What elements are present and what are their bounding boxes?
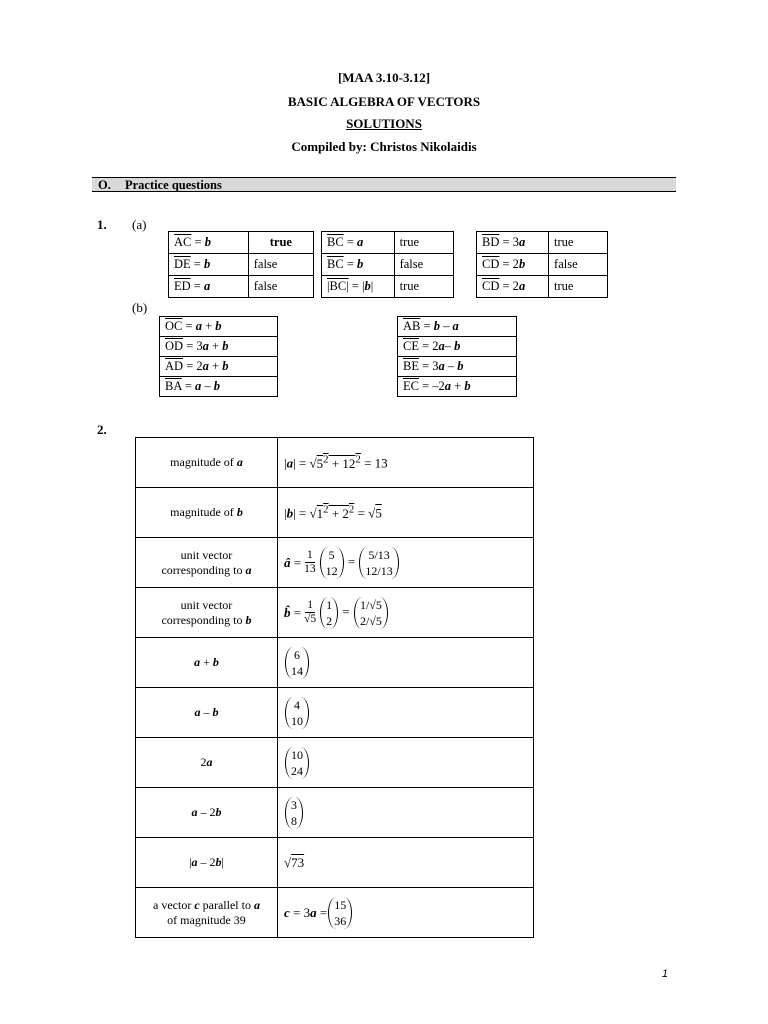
q1a-answer: true [549,276,608,298]
q1b-expression [398,357,517,377]
q1a-row [169,254,314,276]
section-title: Practice questions [125,178,222,192]
q2-row-result: 4 10 [277,688,533,738]
question-1-number: 1. [97,217,107,232]
q2-row [136,888,534,938]
q1a-answer: true [394,232,453,254]
q1a-statement: $\overline{ED} = a$ [169,276,249,298]
q1a-statement: $\overline{CD} = 2b$ [477,254,549,276]
q1a-statement: $\overline{CD} = 2a$ [477,276,549,298]
q1b-row [398,317,517,337]
vector-name: |BC| [327,279,349,293]
q2-row-label: unit vector corresponding to b [136,588,278,638]
q1b-expression [160,317,278,337]
q1a-row [477,254,608,276]
q2-row-result: $|b| = √1^2 + 2^2 = √5$ [277,488,533,538]
q2-row [136,638,534,688]
q1a-answer: true [394,276,453,298]
vector-name: $\overline{EC}$ [403,379,419,393]
vector-name: $\overline{BC}$ [327,235,344,249]
vector-symbol: b [357,257,364,271]
q1a-table-2 [321,231,454,298]
q1b-row [160,357,278,377]
section-header [92,177,676,192]
q1a-row [169,276,314,298]
q1b-row [160,377,278,397]
vector-expression: = 3a – b [422,359,464,373]
q2-row [136,788,534,838]
q1a-row [169,232,314,254]
vector-name: $\overline{ED}$ [174,279,191,293]
q1a-table-1 [168,231,314,298]
q1a-answer: false [248,276,313,298]
vector-symbol: b [203,257,211,271]
q1a-statement: $\overline{BC} = a$ [322,232,395,254]
q1a-statement: $\overline{AC} = b$ [169,232,249,254]
vector-symbol: a [518,235,526,249]
doc-compiled-by: Compiled by: Christos Nikolaidis [291,139,477,154]
doc-title: BASIC ALGEBRA OF VECTORS [287,94,481,109]
q2-row [136,438,534,488]
q2-row-label: 2a [136,738,278,788]
q1a-row [322,276,454,298]
q1a-row [322,232,454,254]
q2-row-label: a – b [136,688,278,738]
q2-row-label: a vector c parallel to a of magnitude 39 [136,888,278,938]
vector-expression: = b – a [423,319,459,333]
q1b-expression [160,377,278,397]
q1a-row [477,232,608,254]
q1b-expression [398,317,517,337]
vector-name: $\overline{BA}$ [165,379,182,393]
q1b-row [160,337,278,357]
vector-symbol: a [357,235,364,249]
q2-row-result: $|a| = √5^2 + 12^2 = 13$ [277,438,533,488]
q1a-answer: false [248,254,313,276]
vector-name: $\overline{AC}$ [174,235,192,249]
q2-row-result: 6 14 [277,638,533,688]
q2-row-label: |a – 2b| [136,838,278,888]
vector-name: $\overline{BC}$ [327,257,344,271]
q1a-table-3 [476,231,608,298]
q1b-expression [160,357,278,377]
vector-symbol: b [204,235,211,249]
page-number: 1 [661,968,668,980]
q1b-row [398,337,517,357]
doc-subtitle-wrap [0,116,768,132]
q2-row-label: magnitude of b [136,488,278,538]
q1a-row [322,254,454,276]
q1a-answer: false [394,254,453,276]
q2-row-result: √73 [277,838,533,888]
vector-symbol: a [518,279,526,293]
q1b-row [160,317,278,337]
vector-name: $\overline{OD}$ [165,339,184,353]
q1a-answer: true [248,232,313,254]
vector-expression: = 2a– b [422,339,461,353]
vector-name: $\overline{OC}$ [165,319,183,333]
q2-row-label: magnitude of a [136,438,278,488]
q1b-row [398,377,517,397]
vector-name: $\overline{DE}$ [174,257,191,271]
doc-code: [MAA 3.10-3.12] [337,70,431,85]
q1a-row [477,276,608,298]
q2-row [136,538,534,588]
vector-name: $\overline{AD}$ [165,359,184,373]
q2-row-result: â = $\frac{1}{13}$ 5 12 = 5/13 12/13 [277,538,533,588]
q2-row-result: c = 3a = 15 36 [277,888,533,938]
q1b-expression [398,377,517,397]
vector-symbol: a [203,279,211,293]
vector-symbol: b [364,279,371,293]
question-2-number: 2. [97,422,107,437]
q1a-answer: true [549,232,608,254]
section-number: O. [98,178,111,192]
q1b-row [398,357,517,377]
q1a-statement: $\overline{DE} = b$ [169,254,249,276]
q1b-expression [398,337,517,357]
vector-name: $\overline{CD}$ [482,257,500,271]
q1a-answer: false [549,254,608,276]
q1-part-a-label: (a) [132,217,147,232]
q1a-statement: $\overline{BD} = 3a$ [477,232,549,254]
q2-row [136,838,534,888]
q2-row-label: unit vector corresponding to a [136,538,278,588]
vector-name: $\overline{AB}$ [403,319,421,333]
q2-row-result: b̂ = $\frac{1}{√5}$ 1 2 = 1/√5 2/√5 [277,588,533,638]
q2-table [135,437,534,938]
q1b-table-left [159,316,278,397]
q1-part-b-label: (b) [132,300,148,315]
q2-row [136,488,534,538]
q1b-table-right [397,316,517,397]
vector-expression: = 2a + b [186,359,229,373]
q2-row-label: a – 2b [136,788,278,838]
vector-expression: = 3a + b [186,339,229,353]
vector-expression: = a + b [185,319,222,333]
q2-row-result: 3 8 [277,788,533,838]
q2-row-label: a + b [136,638,278,688]
vector-name: $\overline{CD}$ [482,279,500,293]
doc-subtitle: SOLUTIONS [346,116,422,131]
q2-row [136,738,534,788]
vector-name: $\overline{CE}$ [403,339,419,353]
q2-row [136,688,534,738]
vector-expression: = –2a + b [422,379,471,393]
vector-name: $\overline{BD}$ [482,235,500,249]
q2-row [136,588,534,638]
q1b-expression [160,337,278,357]
vector-symbol: b [518,257,526,271]
q1a-statement: $\overline{BC} = b$ [322,254,395,276]
q1a-statement: |BC| = |b| [322,276,395,298]
q2-row-result: 10 24 [277,738,533,788]
vector-expression: = a – b [184,379,220,393]
vector-name: $\overline{BE}$ [403,359,419,373]
